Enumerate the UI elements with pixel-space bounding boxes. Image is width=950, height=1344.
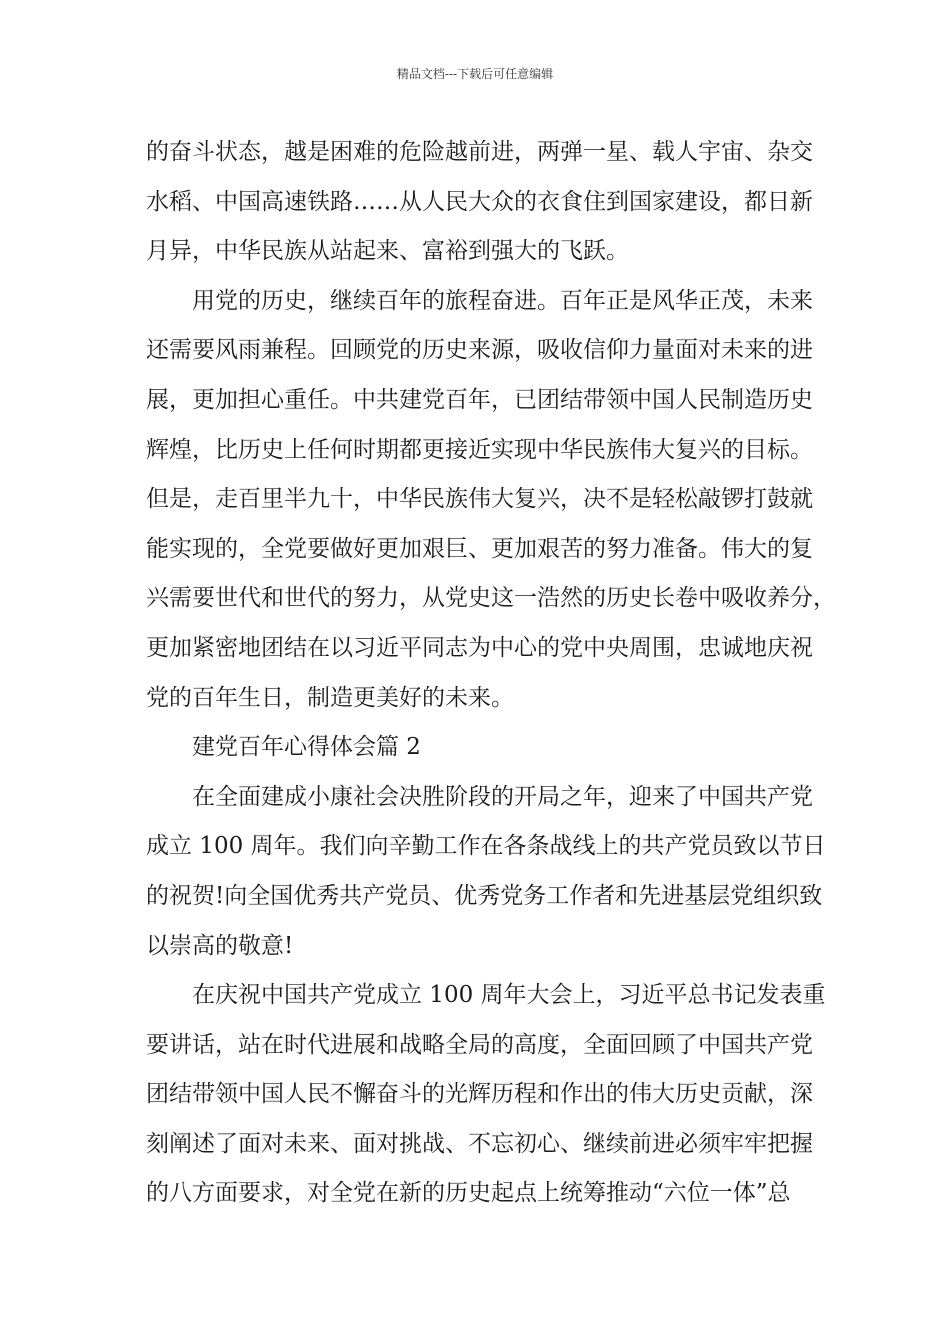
- text-line: 兴需要世代和世代的努力，从党史这一浩然的历史长卷中吸收养分，: [146, 585, 836, 612]
- text-line: 团结带领中国人民不懈奋斗的光辉历程和作出的伟大历史贡献，深: [146, 1081, 813, 1108]
- paragraph-start-line: 用党的历史，继续百年的旅程奋进。百年正是风华正茂，未来: [192, 287, 813, 314]
- text-line: 水稻、中国高速铁路……从人民大众的衣食住到国家建设，都日新: [146, 188, 813, 215]
- text-line: 展，更加担心重任。中共建党百年，已团结带领中国人民制造历史: [146, 386, 813, 413]
- text-line: 以崇高的敬意!: [146, 932, 294, 959]
- text-line: 成立 100 周年。我们向辛勤工作在各条战线上的共产党员致以节日: [146, 833, 826, 860]
- text-line: 更加紧密地团结在以习近平同志为中心的党中央周围，忠诚地庆祝: [146, 634, 813, 661]
- text-line: 的八方面要求，对全党在新的历史起点上统筹推动“六位一体”总: [146, 1180, 791, 1207]
- page-header: 精品文档---下载后可任意编辑: [396, 67, 554, 81]
- text-line: 党的百年生日，制造更美好的未来。: [146, 684, 514, 711]
- document-body: [146, 128, 836, 1219]
- text-line: 辉煌，比历史上任何时期都更接近实现中华民族伟大复兴的目标。: [146, 436, 813, 463]
- text-line: 能实现的，全党要做好更加艰巨、更加艰苦的努力准备。伟大的复: [146, 535, 813, 562]
- text-line: 月异，中华民族从站起来、富裕到强大的飞跃。: [146, 238, 629, 265]
- paragraph-start-line: 在庆祝中国共产党成立 100 周年大会上，习近平总书记发表重: [192, 982, 826, 1009]
- text-line: 的祝贺!向全国优秀共产党员、优秀党务工作者和先进基层党组织致: [146, 882, 823, 909]
- text-line: 要讲话，站在时代进展和战略全局的高度，全面回顾了中国共产党: [146, 1031, 813, 1058]
- section-heading: 建党百年心得体会篇 2: [192, 734, 421, 761]
- text-line: 刻阐述了面对未来、面对挑战、不忘初心、继续前进必须牢牢把握: [146, 1130, 813, 1157]
- paragraph-start-line: 在全面建成小康社会决胜阶段的开局之年，迎来了中国共产党: [192, 783, 813, 810]
- text-line: 但是，走百里半九十，中华民族伟大复兴，决不是轻松敲锣打鼓就: [146, 486, 813, 513]
- text-line: 的奋斗状态，越是困难的危险越前进，两弹一星、载人宇宙、杂交: [146, 139, 813, 165]
- text-line: 还需要风雨兼程。回顾党的历史来源，吸收信仰力量面对未来的进: [146, 337, 813, 364]
